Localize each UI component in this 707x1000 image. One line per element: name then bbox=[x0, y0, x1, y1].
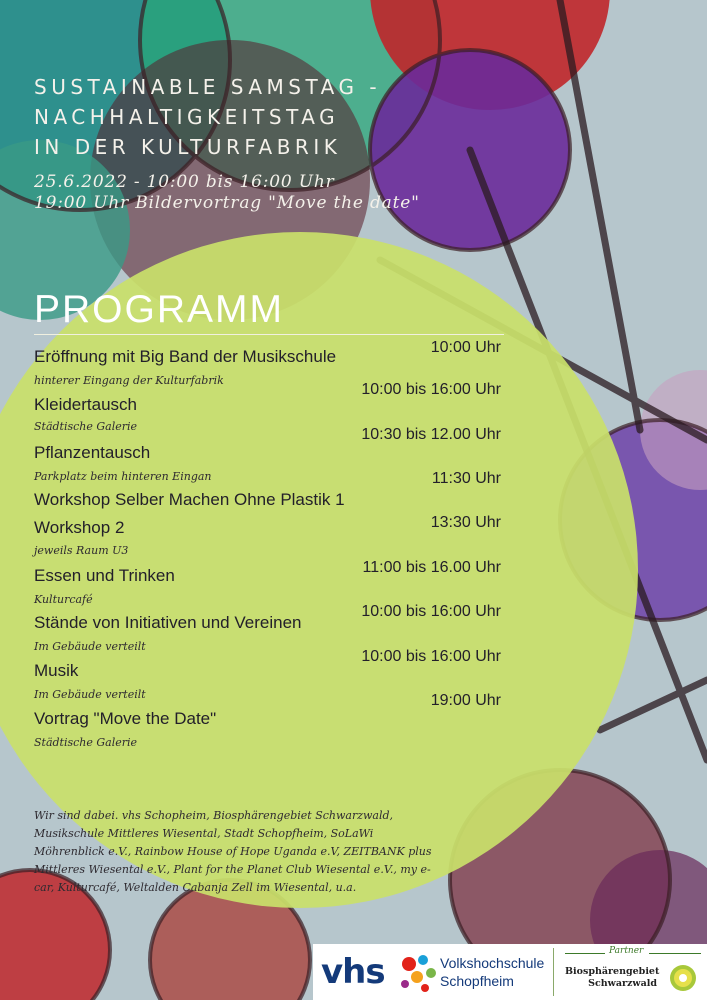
event-time: 11:00 bis 16.00 Uhr bbox=[362, 559, 501, 576]
title-line-3: IN DER KULTURFABRIK bbox=[34, 135, 342, 159]
event-location: Im Gebäude verteilt bbox=[34, 688, 146, 701]
event-name: Musik bbox=[34, 661, 79, 680]
biosphere-logo-icon bbox=[669, 964, 697, 992]
vhs-logo: vhs bbox=[321, 952, 385, 992]
event-name: Essen und Trinken bbox=[34, 566, 175, 585]
partner-rule-left bbox=[565, 953, 605, 954]
event-location: Im Gebäude verteilt bbox=[34, 640, 146, 653]
program-heading: PROGRAMM bbox=[34, 288, 284, 331]
partner-label: Partner bbox=[609, 946, 644, 956]
event-time: 10:00 bis 16:00 Uhr bbox=[361, 648, 501, 665]
event-location: Kulturcafé bbox=[34, 593, 93, 606]
evening-line: 19:00 Uhr Bildervortrag "Move the date" bbox=[34, 193, 420, 213]
event-time: 10:30 bis 12.00 Uhr bbox=[361, 426, 501, 443]
event-location: Städtische Galerie bbox=[34, 420, 138, 433]
event-time: 11:30 Uhr bbox=[431, 470, 501, 487]
event-location: Städtische Galerie bbox=[34, 736, 138, 749]
event-name: Vortrag "Move the Date" bbox=[34, 709, 217, 728]
event-time: 10:00 bis 16:00 Uhr bbox=[361, 603, 501, 620]
partner-name bbox=[565, 966, 660, 990]
partner-name-line-1: Biosphärengebiet bbox=[565, 966, 660, 977]
event-name: Eröffnung mit Big Band der Musikschule bbox=[34, 347, 337, 366]
event-location: Parkplatz beim hinteren Eingan bbox=[34, 470, 212, 483]
partners-list-text: Wir sind dabei. vhs Schopheim, Biosphärengebiet Schwarzwald, Musikschule Mittleres Wiesental, Stadt Schopfheim, SoLaWi Möhrenblick e.V., Rainbow House of Hope Uganda e.V, ZEITBANK plus Mittleres Wiesental e.V., Plant for the Planet Club Wiesental e.V., my e-car, Kulturcafé, Weltalden Cabanja Zell im Wiesental, u.a. bbox=[34, 809, 432, 894]
event-time: 10:00 Uhr bbox=[430, 339, 501, 356]
event-date bbox=[34, 172, 420, 214]
vhs-name bbox=[440, 954, 544, 990]
event-name: Kleidertausch bbox=[34, 395, 138, 414]
title-line-2: NACHHALTIGKEITSTAG bbox=[34, 105, 340, 129]
event-name: Workshop 2 bbox=[34, 518, 125, 537]
event-location: hinterer Eingang der Kulturfabrik bbox=[34, 374, 224, 387]
event-time: 13:30 Uhr bbox=[430, 514, 501, 531]
vhs-name-line-1: Volkshochschule bbox=[440, 955, 545, 971]
program-divider bbox=[34, 334, 504, 335]
date-line: 25.6.2022 - 10:00 bis 16:00 Uhr bbox=[34, 172, 335, 192]
event-name: Stände von Initiativen und Vereinen bbox=[34, 613, 302, 632]
event-location: jeweils Raum U3 bbox=[34, 544, 129, 557]
footer-divider bbox=[553, 948, 554, 996]
event-name: Workshop Selber Machen Ohne Plastik 1 bbox=[34, 490, 345, 509]
sponsor-footer bbox=[313, 944, 707, 1000]
event-title bbox=[34, 72, 381, 162]
event-time: 10:00 bis 16:00 Uhr bbox=[361, 381, 501, 398]
event-name: Pflanzentausch bbox=[34, 443, 151, 462]
event-time: 19:00 Uhr bbox=[430, 692, 501, 709]
partner-name-line-2: Schwarzwald bbox=[588, 978, 657, 989]
partner-rule-right bbox=[649, 953, 701, 954]
title-line-1: SUSTAINABLE SAMSTAG - bbox=[34, 75, 382, 99]
vhs-name-line-2: Schopfheim bbox=[440, 973, 514, 989]
